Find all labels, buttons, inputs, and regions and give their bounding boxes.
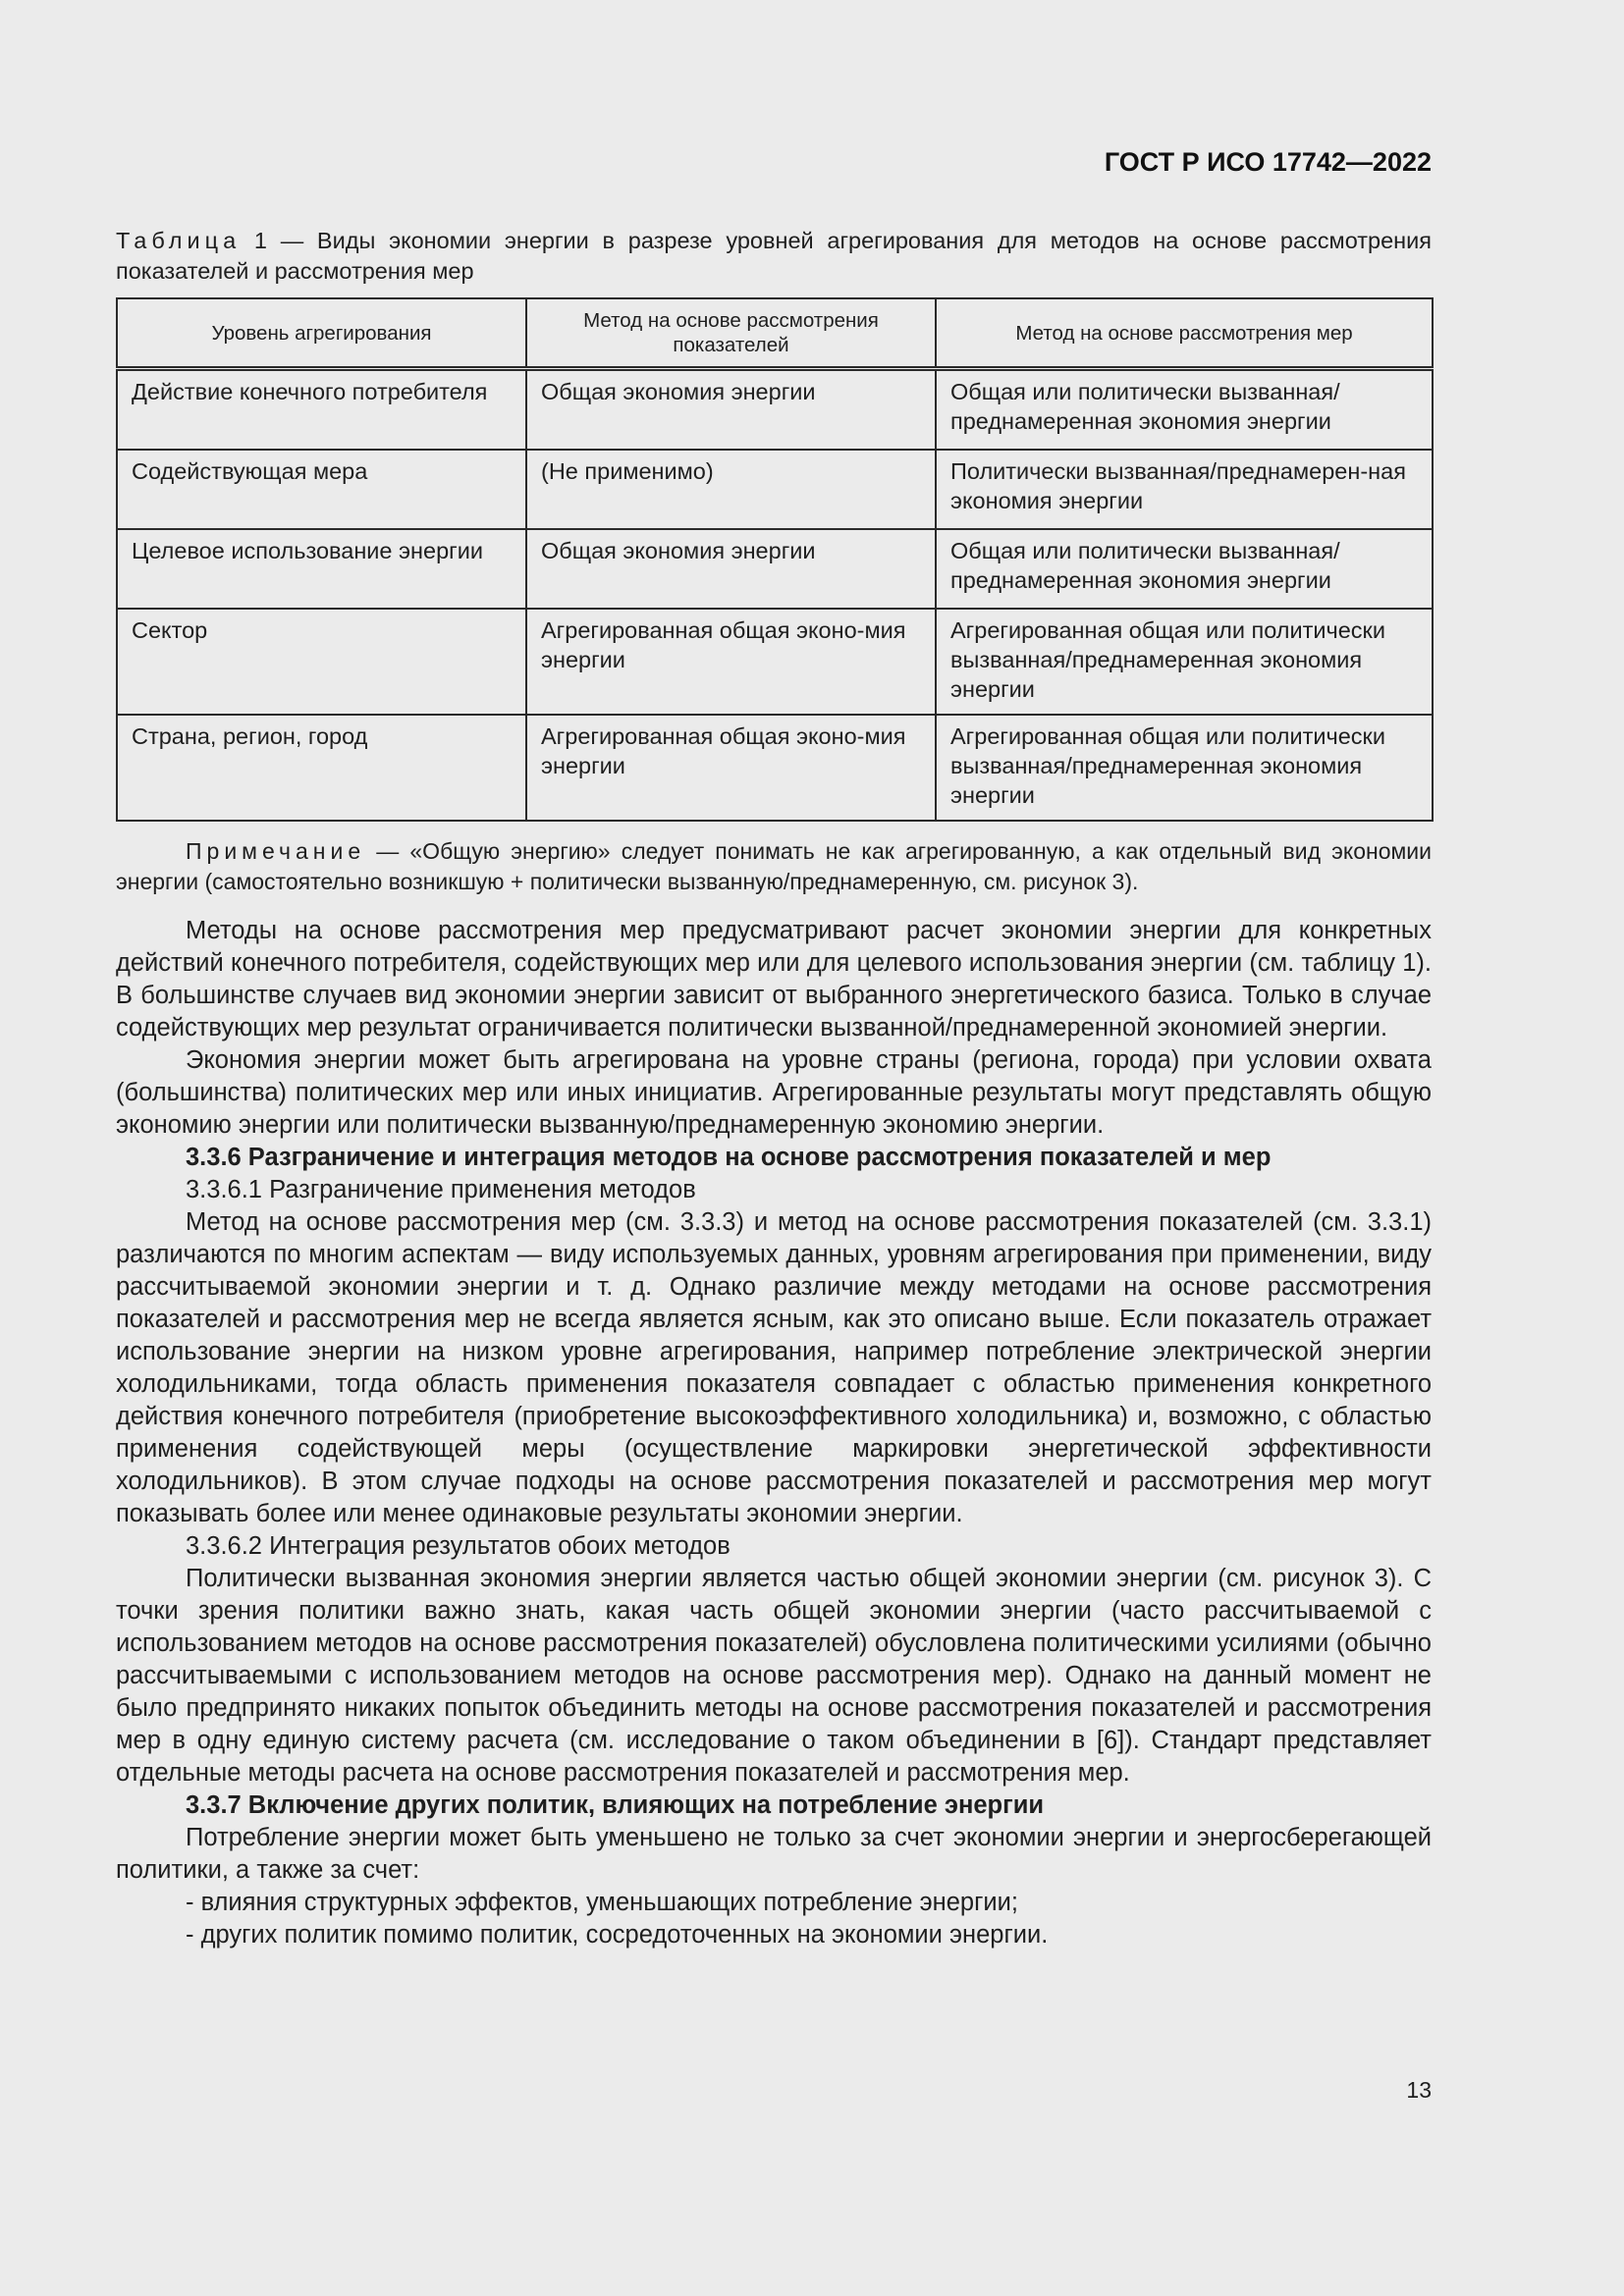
document-header: ГОСТ Р ИСО 17742—2022 [1104, 147, 1432, 177]
note-text: — «Общую энергию» следует понимать не как агрегированную, а как отдельный вид экономии энергии (самостоятельно возникшую + политически вызванную/преднамеренную, см. рисунок 3). [116, 838, 1432, 894]
list-item: - других политик помимо политик, сосредоточенных на экономии энергии. [186, 1921, 1049, 1949]
table-cell: Агрегированная общая эконо-мия энергии [526, 609, 936, 715]
table-cell: Общая экономия энергии [526, 529, 936, 609]
table-row [117, 715, 1433, 821]
table-cell: Агрегированная общая или политически вызванная/преднамеренная экономия энергии [936, 715, 1433, 821]
subsection-heading-3-3-6-1: 3.3.6.1 Разграничение применения методов [186, 1176, 696, 1203]
table-row [117, 609, 1433, 715]
table-row [117, 529, 1433, 609]
table-caption [116, 226, 1432, 287]
table-cell: Содействующая мера [117, 450, 526, 529]
table-note [116, 836, 1432, 897]
table-cell: Целевое использование энергии [117, 529, 526, 609]
table-row [117, 369, 1433, 451]
section-heading-3-3-7: 3.3.7 Включение других политик, влияющих на потребление энергии [186, 1791, 1045, 1819]
table-cell: Агрегированная общая эконо-мия энергии [526, 715, 936, 821]
table-cell: (Не применимо) [526, 450, 936, 529]
table-cell: Сектор [117, 609, 526, 715]
column-header-measure-method: Метод на основе рассмотрения мер [936, 298, 1433, 369]
page-number: 13 [1406, 2077, 1432, 2103]
column-header-aggregation-level: Уровень агрегирования [117, 298, 526, 369]
table-cell: Страна, регион, город [117, 715, 526, 821]
body-text [116, 915, 1432, 1951]
subsection-heading-3-3-6-2: 3.3.6.2 Интеграция результатов обоих методов [186, 1532, 731, 1560]
paragraph: Потребление энергии может быть уменьшено не только за счет экономии энергии и энергосберегающей политики, а также за счет: [116, 1824, 1432, 1884]
table-row [117, 450, 1433, 529]
table-cell: Общая или политически вызванная/ преднамеренная экономия энергии [936, 529, 1433, 609]
table-caption-label: Таблица [116, 228, 242, 253]
table-header-row [117, 298, 1433, 369]
table-cell: Агрегированная общая или политически вызванная/преднамеренная экономия энергии [936, 609, 1433, 715]
column-header-indicator-method: Метод на основе рассмотрения показателей [526, 298, 936, 369]
paragraph: Экономия энергии может быть агрегирована на уровне страны (региона, города) при условии охвата (большинства) политических мер или иных инициатив. Агрегированные результаты могут представлять общую экономию энергии или политически вызванную/преднамеренную экономию энергии. [116, 1046, 1432, 1139]
paragraph: Метод на основе рассмотрения мер (см. 3.3.3) и метод на основе рассмотрения показателей (см. 3.3.1) различаются по многим аспектам — виду используемых данных, уровням агрегирования при применении, виду рассчитываемой экономии энергии и т. д. Однако различие между методами на основе рассмотрения показателей и рассмотрения мер не всегда является ясным, как это описано выше. Если показатель отражает использование энергии на низком уровне агрегирования, например потребление электрической энергии холодильниками, тогда область применения показателя совпадает с областью применения конкретного действия конечного потребителя (приобретение высокоэффективного холодильника) и, возможно, с областью применения содействующей меры (осуществление маркировки энергетической эффективности холодильников). В этом случае подходы на основе рассмотрения показателей и рассмотрения мер могут показывать более или менее одинаковые результаты экономии энергии. [116, 1208, 1432, 1527]
table-cell: Общая экономия энергии [526, 369, 936, 451]
section-heading-3-3-6: 3.3.6 Разграничение и интеграция методов на основе рассмотрения показателей и мер [186, 1144, 1272, 1171]
table-cell: Политически вызванная/преднамерен-ная экономия энергии [936, 450, 1433, 529]
table-cell: Общая или политически вызванная/ преднамеренная экономия энергии [936, 369, 1433, 451]
paragraph: Методы на основе рассмотрения мер предусматривают расчет экономии энергии для конкретных действий конечного потребителя, содействующих мер или для целевого использования энергии (см. таблицу 1). В большинстве случаев вид экономии энергии зависит от выбранного энергетического базиса. Только в случае содействующих мер результат ограничивается политически вызванной/преднамеренной экономией энергии. [116, 917, 1432, 1041]
note-label: Примечание [186, 838, 366, 864]
energy-savings-table [116, 297, 1434, 822]
table-cell: Действие конечного потребителя [117, 369, 526, 451]
table-caption-text: 1 — Виды экономии энергии в разрезе уровней агрегирования для методов на основе рассмотрения показателей и рассмотрения мер [116, 228, 1432, 284]
document-page [116, 0, 1432, 2296]
list-item: - влияния структурных эффектов, уменьшающих потребление энергии; [186, 1889, 1018, 1916]
paragraph: Политически вызванная экономия энергии является частью общей экономии энергии (см. рисунок 3). С точки зрения политики важно знать, какая часть общей экономии энергии (часто рассчитываемой с использованием методов на основе рассмотрения показателей) обусловлена политическими усилиями (обычно рассчитываемыми с использованием методов на основе рассмотрения мер). Однако на данный момент не было предпринято никаких попыток объединить методы на основе рассмотрения показателей и рассмотрения мер в одну единую систему расчета (см. исследование о таком объединении в [6]). Стандарт представляет отдельные методы расчета на основе рассмотрения показателей и рассмотрения мер. [116, 1565, 1432, 1787]
